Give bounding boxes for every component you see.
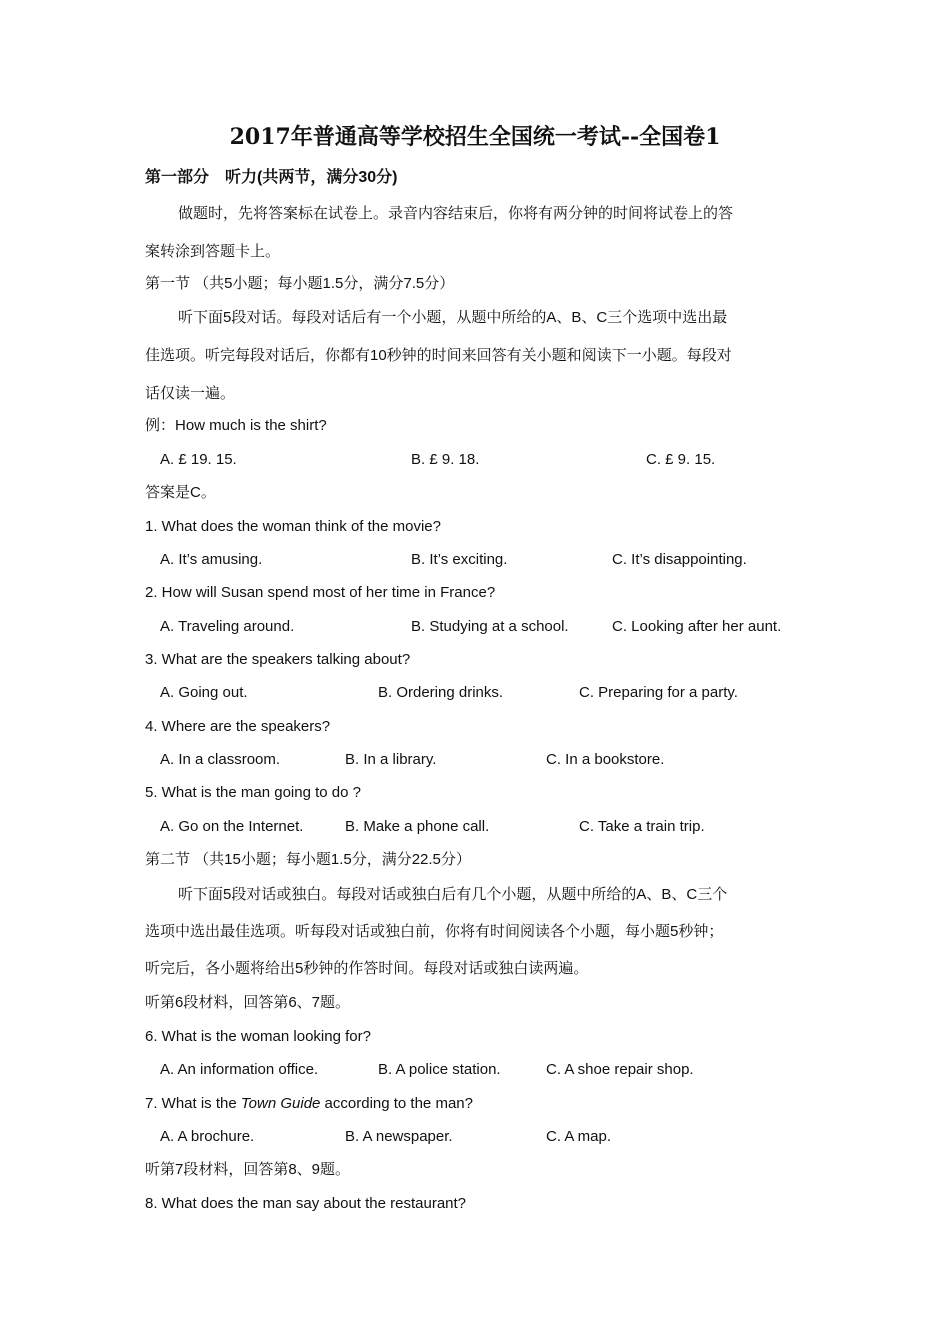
part1-heading: 第一部分 听力(共两节，满分30分) (145, 169, 398, 186)
question-7 (145, 1094, 473, 1114)
material-6-heading: 听第6段材料，回答第6、7题。 (145, 994, 351, 1011)
q6-option-a: A. An information office. (160, 1061, 319, 1078)
q1-option-a: A. It’s amusing. (160, 551, 263, 568)
section1-instruction-1: 听下面5段对话。每段对话后有一个小题，从题中所给的A、B、C三个选项中选出最 (178, 309, 728, 326)
q2-option-c: C. Looking after her aunt. (612, 618, 782, 635)
q6-option-c: C. A shoe repair shop. (546, 1061, 694, 1078)
q5-option-b: B. Make a phone call. (345, 818, 490, 835)
intro-line-2: 案转涂到答题卡上。 (145, 243, 281, 260)
q2-option-b: B. Studying at a school. (411, 618, 569, 635)
q7-option-c: C. A map. (546, 1128, 612, 1145)
example-option-a: A. £ 19. 15. (160, 451, 237, 468)
q6-option-b: B. A police station. (378, 1061, 501, 1078)
q4-option-a: A. In a classroom. (160, 751, 281, 768)
q1-option-c: C. It’s disappointing. (612, 551, 747, 568)
example-answer: 答案是C。 (145, 484, 216, 501)
section1-heading: 第一节 （共5小题；每小题1.5分，满分7.5分） (145, 275, 455, 292)
intro-line-1: 做题时，先将答案标在试卷上。录音内容结束后，你将有两分钟的时间将试卷上的答 (178, 205, 734, 222)
q7-suffix: according to the man? (320, 1095, 473, 1112)
page-title: 2017年普通高等学校招生全国统一考试--全国卷1 (229, 124, 721, 150)
section2-instruction-2: 选项中选出最佳选项。听每段对话或独白前，你将有时间阅读各个小题，每小题5秒钟； (145, 923, 724, 940)
q3-option-a: A. Going out. (160, 684, 248, 701)
section1-instruction-3: 话仅读一遍。 (145, 385, 236, 402)
example-option-b: B. £ 9. 18. (411, 451, 480, 468)
q2-option-a: A. Traveling around. (160, 618, 295, 635)
question-6: 6. What is the woman looking for? (145, 1028, 371, 1045)
question-8: 8. What does the man say about the restaurant? (145, 1195, 467, 1212)
section2-instruction-3: 听完后，各小题将给出5秒钟的作答时间。每段对话或独白读两遍。 (145, 960, 589, 977)
q7-option-a: A. A brochure. (160, 1128, 255, 1145)
material-7-heading: 听第7段材料，回答第8、9题。 (145, 1161, 351, 1178)
question-4: 4. Where are the speakers? (145, 718, 331, 735)
q7-option-b: B. A newspaper. (345, 1128, 453, 1145)
q5-option-a: A. Go on the Internet. (160, 818, 304, 835)
example-question: 例：How much is the shirt? (145, 417, 327, 434)
q5-option-c: C. Take a train trip. (579, 818, 705, 835)
question-1: 1. What does the woman think of the movie? (145, 518, 441, 535)
q7-prefix: 7. What is the (145, 1095, 241, 1112)
question-2: 2. How will Susan spend most of her time in France? (145, 584, 496, 601)
question-3: 3. What are the speakers talking about? (145, 651, 411, 668)
section1-instruction-2: 佳选项。听完每段对话后，你都有10秒钟的时间来回答有关小题和阅读下一小题。每段对 (145, 347, 732, 364)
q3-option-b: B. Ordering drinks. (378, 684, 504, 701)
section2-heading: 第二节 （共15小题；每小题1.5分，满分22.5分） (145, 851, 471, 868)
question-5: 5. What is the man going to do ? (145, 784, 361, 801)
example-option-c: C. £ 9. 15. (646, 451, 716, 468)
section2-instruction-1: 听下面5段对话或独白。每段对话或独白后有几个小题，从题中所给的A、B、C三个 (178, 886, 728, 903)
q3-option-c: C. Preparing for a party. (579, 684, 738, 701)
q7-italic-title: Town Guide (240, 1095, 321, 1112)
q1-option-b: B. It’s exciting. (411, 551, 508, 568)
q4-option-b: B. In a library. (345, 751, 437, 768)
q4-option-c: C. In a bookstore. (546, 751, 665, 768)
